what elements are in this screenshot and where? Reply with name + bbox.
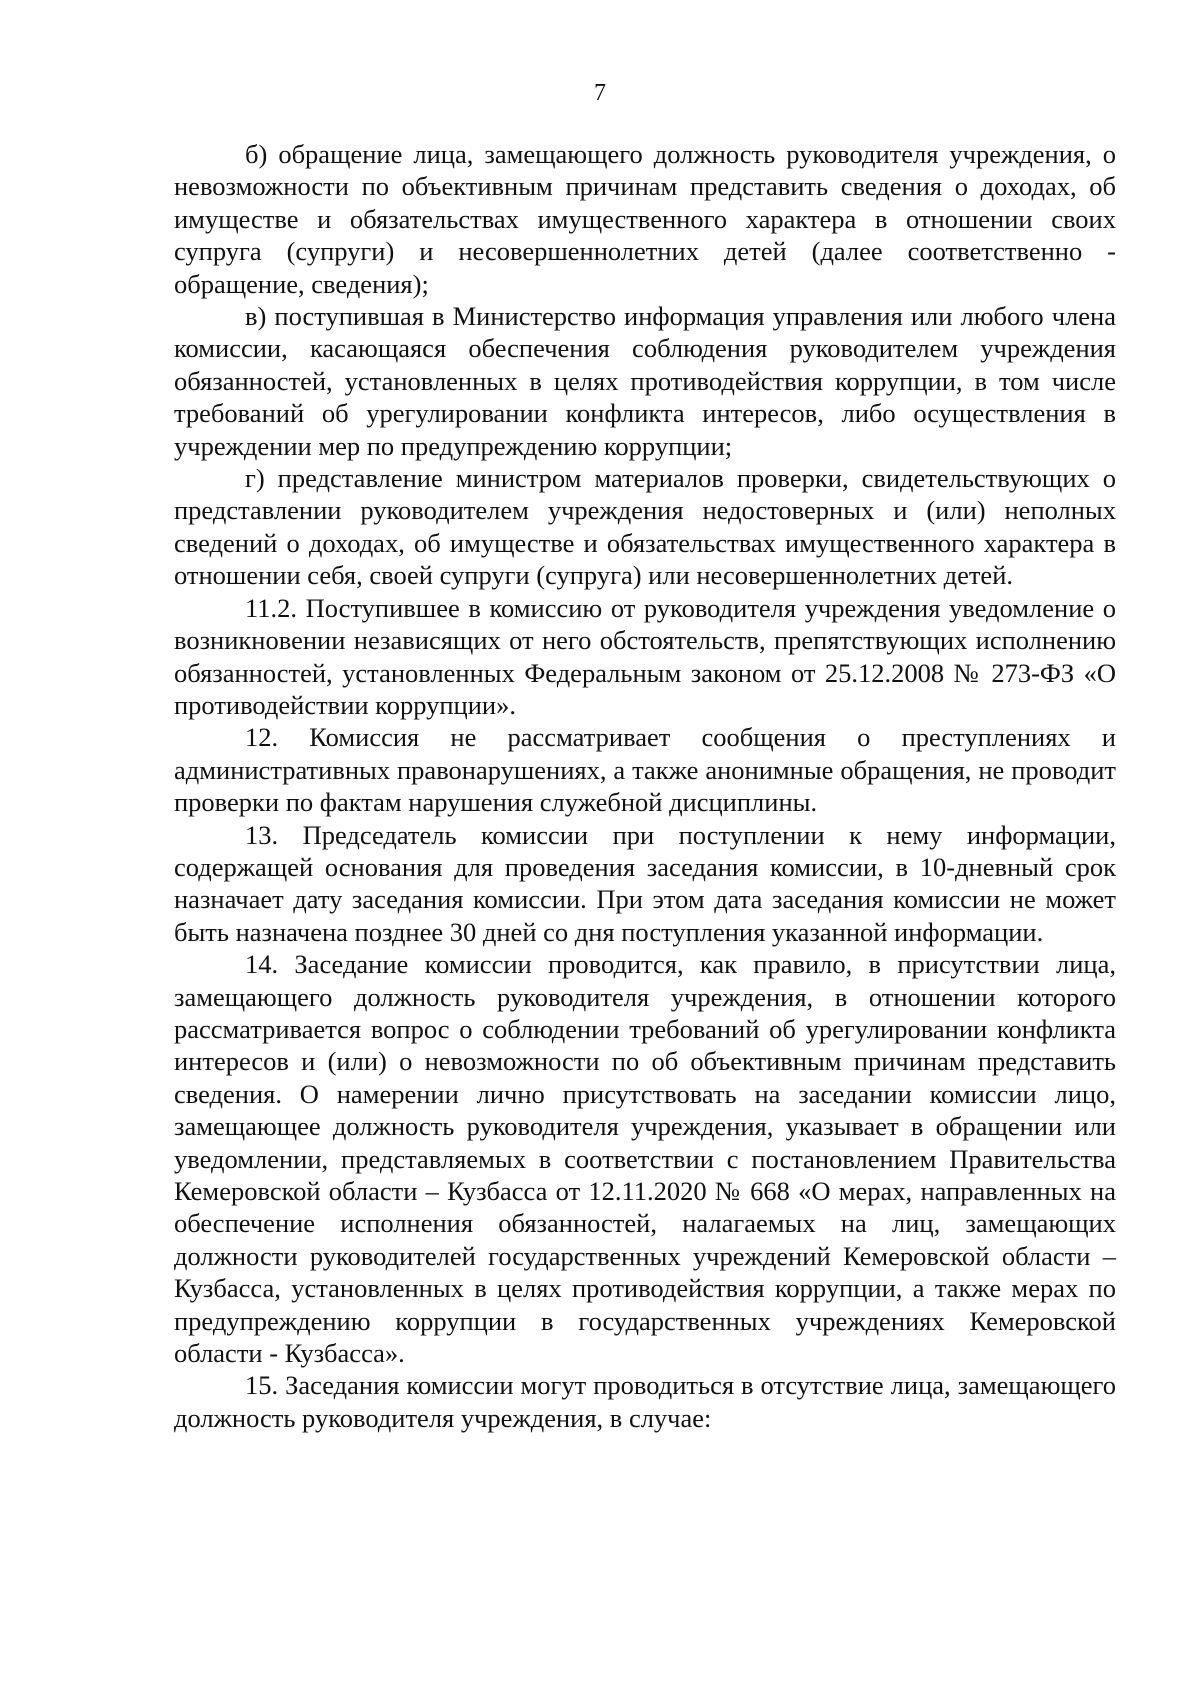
page-number: 7	[594, 80, 606, 106]
paragraph-14: 14. Заседание комиссии проводится, как правило, в присутствии лица, замещающего должность руководителя учреждения, в отношении которого рассматривается вопрос о соблюдении требований об урегулировании конфликта интересов и (или) о невозможности по об объективным причинам представить сведения. О намерении лично присутствовать на заседании комиссии лицо, замещающее должность руководителя учреждения, указывает в обращении или уведомлении, представляемых в соответствии с постановлением Правительства Кемеровской области – Кузбасса от 12.11.2020 № 668 «О мерах, направленных на обеспечение исполнения обязанностей, налагаемых на лиц, замещающих должности руководителей государственных учреждений Кемеровской области – Кузбасса, установленных в целях противодействия коррупции, а также мерах по предупреждению коррупции в государственных учреждениях Кемеровской области - Кузбасса».	[174, 949, 1116, 1369]
paragraph-15: 15. Заседания комиссии могут проводиться в отсутствие лица, замещающего должность руководителя учреждения, в случае:	[174, 1370, 1116, 1433]
paragraph-b: б) обращение лица, замещающего должность руководителя учреждения, о невозможности по объективным причинам представить сведения о доходах, об имуществе и обязательствах имущественного характера в отношении своих супруга (супруги) и несовершеннолетних детей (далее соответственно - обращение, сведения);	[174, 139, 1116, 299]
paragraph-g: г) представление министром материалов проверки, свидетельствующих о представлении руководителем учреждения недостоверных и (или) неполных сведений о доходах, об имуществе и обязательствах имущественного характера в отношении себя, своей супруги (супруга) или несовершеннолетних детей.	[174, 463, 1116, 591]
paragraph-12: 12. Комиссия не рассматривает сообщения о преступлениях и административных правонарушениях, а также анонимные обращения, не проводит проверки по фактам нарушения служебной дисциплины.	[174, 722, 1116, 818]
paragraph-13: 13. Председатель комиссии при поступлении к нему информации, содержащей основания для проведения заседания комиссии, в 10-дневный срок назначает дату заседания комиссии. При этом дата заседания комиссии не может быть назначена позднее 30 дней со дня поступления указанной информации.	[174, 819, 1116, 947]
paragraph-11-2: 11.2. Поступившее в комиссию от руководителя учреждения уведомление о возникновении независящих от него обстоятельств, препятствующих исполнению обязанностей, установленных Федеральным законом от 25.12.2008 № 273-ФЗ «О противодействии коррупции».	[174, 592, 1116, 720]
paragraph-v: в) поступившая в Министерство информация управления или любого члена комиссии, касающаяся обеспечения соблюдения руководителем учреждения обязанностей, установленных в целях противодействия коррупции, в том числе требований об урегулировании конфликта интересов, либо осуществления в учреждении мер по предупреждению коррупции;	[174, 301, 1116, 461]
document-body	[174, 138, 1116, 1434]
